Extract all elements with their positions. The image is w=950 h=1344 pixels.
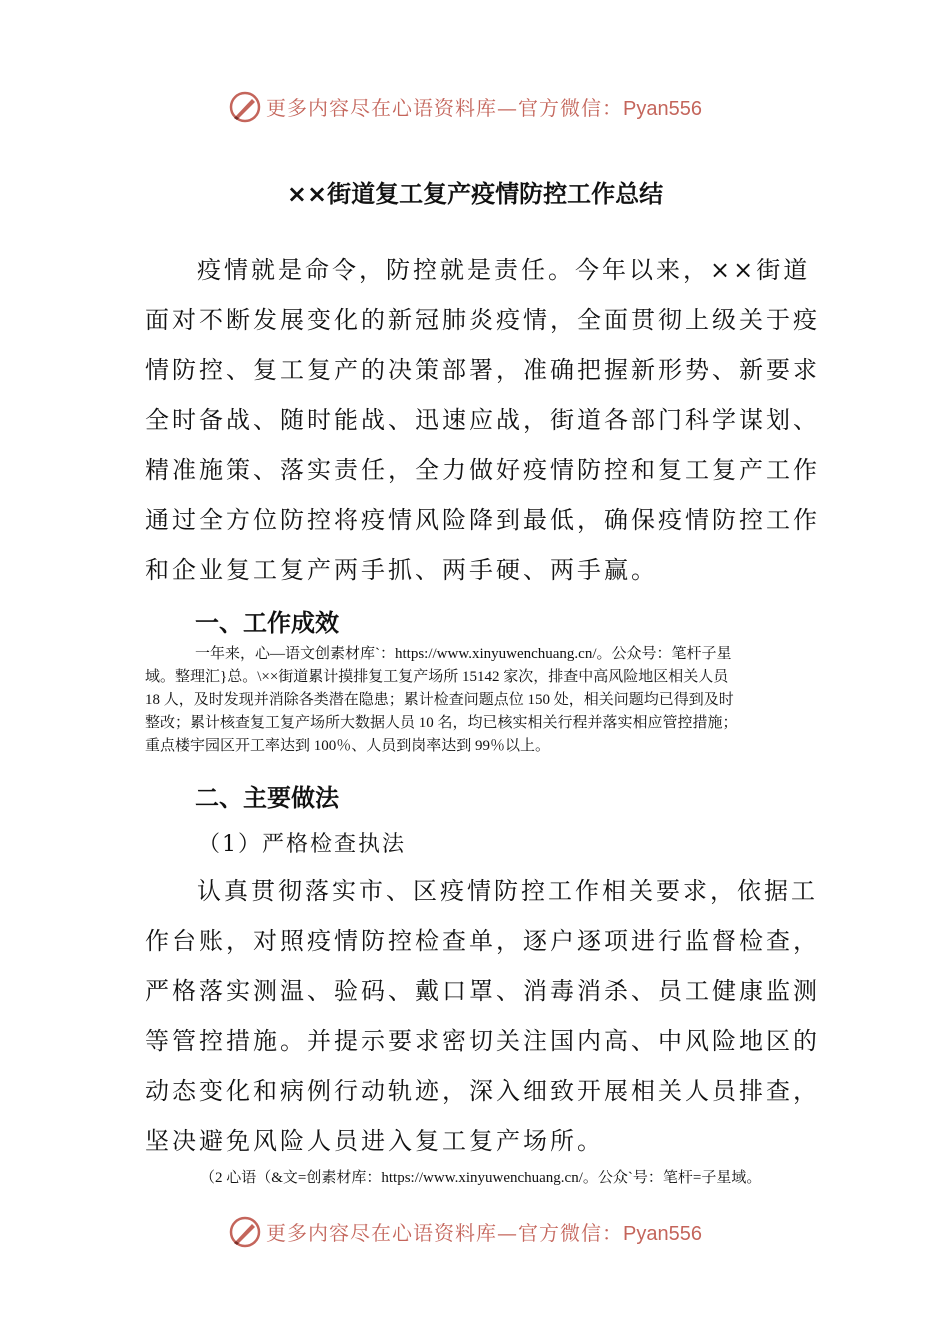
document-title: ××街道复工复产疫情防控工作总结 <box>286 180 664 208</box>
banner-wechat-id: Pyan556 <box>623 98 702 120</box>
subheading-inspection: （1）严格检查执法 <box>198 832 406 857</box>
paragraph-line: 面对不断发展变化的新冠肺炎疫情，全面贯彻上级关于疫 <box>145 306 820 334</box>
paragraph-line: 全时备战、随时能战、迅速应战，街道各部门科学谋划、 <box>145 406 820 434</box>
paragraph-line: 坚决避免风险人员进入复工复产场所。 <box>145 1127 604 1155</box>
paragraph-line: 动态变化和病例行动轨迹，深入细致开展相关人员排查， <box>145 1077 820 1105</box>
paragraph-line: 精准施策、落实责任，全力做好疫情防控和复工复产工作 <box>145 456 820 484</box>
paragraph-line: 疫情就是命令，防控就是责任。今年以来，××街道 <box>197 256 811 284</box>
inspection-paragraph <box>145 866 820 1166</box>
banner-label: 更多内容尽在心语资料库—官方微信： <box>266 96 623 120</box>
section-heading-practices: 二、主要做法 <box>195 784 339 812</box>
pen-logo-icon <box>228 1215 262 1249</box>
paragraph-line: 整改；累计核查复工复产场所大数据人员 10 名，均已核实相关行程并落实相应管控措施； <box>145 715 738 731</box>
paragraph-line: 等管控措施。并提示要求密切关注国内高、中风险地区的 <box>145 1027 820 1055</box>
paragraph-line: 一年来，心—语文创素材库`：https://www.xinyuwenchuang.cn/。公众号：笔杆子星 <box>195 646 732 662</box>
footer-banner <box>0 1211 950 1251</box>
footnote-line: （2 心语（&文=创素材库：https://www.xinyuwenchuang.cn/。公众`号：笔杆=子星域。 <box>200 1170 762 1186</box>
intro-paragraph <box>145 245 820 595</box>
paragraph-line: 作台账，对照疫情防控检查单，逐户逐项进行监督检查， <box>145 927 820 955</box>
section-heading-results: 一、工作成效 <box>195 609 339 637</box>
paragraph-line: 通过全方位防控将疫情风险降到最低，确保疫情防控工作 <box>145 506 820 534</box>
results-paragraph <box>145 643 815 758</box>
paragraph-line: 认真贯彻落实市、区疫情防控工作相关要求，依据工 <box>197 877 818 905</box>
banner-wechat-id: Pyan556 <box>623 1223 702 1245</box>
banner-text <box>266 92 702 121</box>
pen-logo-icon <box>228 90 262 124</box>
paragraph-line: 18 人，及时发现并消除各类潜在隐患；累计检查问题点位 150 处，相关问题均已得到及时 <box>145 692 734 708</box>
paragraph-line: 和企业复工复产两手抓、两手硬、两手赢。 <box>145 556 658 584</box>
paragraph-line: 情防控、复工复产的决策部署，准确把握新形势、新要求 <box>145 356 820 384</box>
paragraph-line: 域。整理汇}总。\××街道累计摸排复工复产场所 15142 家次，排查中高风险地区相关人员 <box>145 669 729 685</box>
paragraph-line: 重点楼宇园区开工率达到 100％、人员到岗率达到 99％以上。 <box>145 738 551 754</box>
banner-label: 更多内容尽在心语资料库—官方微信： <box>266 1221 623 1245</box>
header-banner <box>0 86 950 126</box>
paragraph-line: 严格落实测温、验码、戴口罩、消毒消杀、员工健康监测 <box>145 977 820 1005</box>
banner-text <box>266 1217 702 1246</box>
